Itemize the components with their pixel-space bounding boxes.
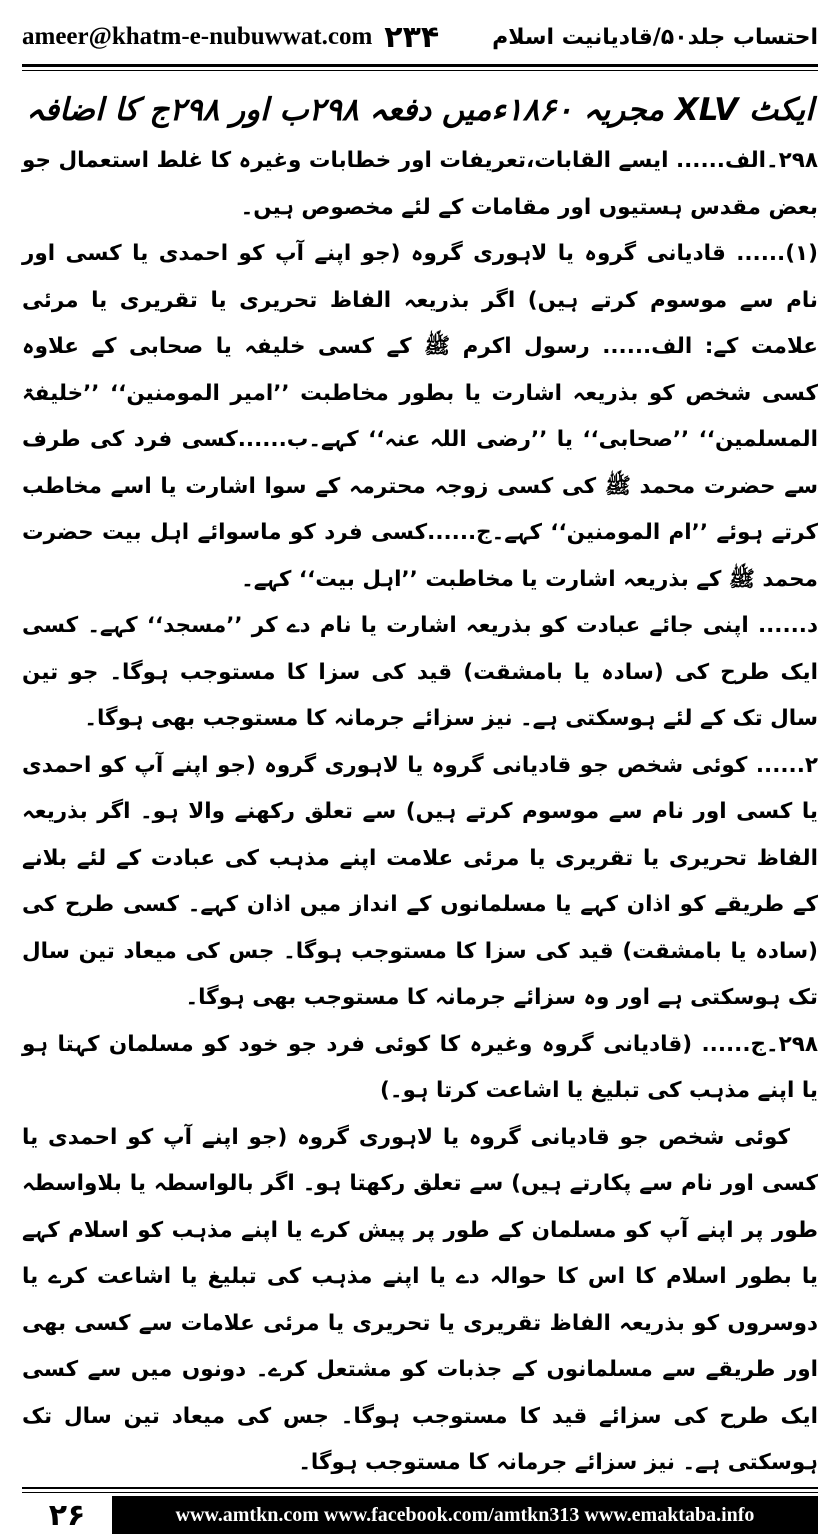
paragraph-298a: ۲۹۸۔الف...... ایسے القابات،تعریفات اور خطابات وغیرہ کا غلط استعمال جو بعض مقدس ہستیوں اور مقامات کے لئے مخصوص ہیں۔ bbox=[22, 148, 818, 220]
footer-rule bbox=[22, 1487, 818, 1489]
footer-page-number: ۲۶ bbox=[48, 1497, 86, 1533]
paragraph-clause-1: (۱)...... قادیانی گروہ یا لاہوری گروہ (جو اپنے آپ کو احمدی یا کسی اور نام سے موسوم کرتے ہیں) اگر بذریعہ الفاظ تحریری یا تقریری یا مرئی علامت کے: الف...... رسول اکرم ﷺ کے کسی خلیفہ یا صحابی کے علاوہ کسی شخص کو بذریعہ اشارت یا بطور مخاطبت ’’امیر المومنین‘‘ ’’خلیفۃ المسلمین‘‘ ’’صحابی‘‘ یا ’’رضی اللہ عنہ‘‘ کہے۔ب......کسی فرد کی طرف سے حضرت محمد ﷺ کی کسی زوجہ محترمہ کے سوا اشارت یا اسے مخاطب کرتے ہوئے ’’ام المومنین‘‘ کہے۔ج......کسی فرد کو ماسوائے اہل بیت حضرت محمد ﷺ کے بذریعہ اشارت یا مخاطبت ’’اہل بیت‘‘ کہے۔ bbox=[22, 241, 818, 592]
footer-rule-thin bbox=[22, 1492, 818, 1493]
page-footer bbox=[22, 1496, 818, 1534]
paragraph-clause-d: د...... اپنی جائے عبادت کو بذریعہ اشارت یا نام دے کر ’’مسجد‘‘ کہے۔ کسی ایک طرح کی (سادہ یا بامشقت) قید کی سزا کا مستوجب ہوگا۔ جو تین سال تک کے لئے ہوسکتی ہے۔ نیز سزائے جرمانہ کا مستوجب بھی ہوگا۔ bbox=[22, 613, 818, 731]
running-title: احتساب جلد۵۰/قادیانیت اسلام bbox=[492, 24, 818, 50]
page-header bbox=[22, 12, 818, 62]
paragraph-clause-2: ۲...... کوئی شخص جو قادیانی گروہ یا لاہوری گروہ (جو اپنے آپ کو احمدی یا کسی اور نام سے موسوم کرتے ہیں) سے تعلق رکھنے والا ہو۔ اگر بذریعہ الفاظ تحریری یا تقریری یا مرئی علامت اپنے مذہب کی عبادت کے لئے بلانے کے طریقے کو اذان کہے یا مسلمانوں کے انداز میں اذان کہے۔ کسی طرح کی (سادہ یا بامشقت) قید کی سزا کا مستوجب ہوگا۔ جس کی میعاد تین سال تک ہوسکتی ہے اور وہ سزائے جرمانہ کا مستوجب بھی ہوگا۔ bbox=[22, 752, 818, 1010]
paragraph-298c: ۲۹۸۔ج...... (قادیانی گروہ وغیرہ کا کوئی فرد جو خود کو مسلمان کہتا ہو یا اپنے مذہب کی تبلیغ یا اشاعت کرتا ہو۔) bbox=[22, 1031, 818, 1103]
header-page-number: ۲۳۴ bbox=[384, 19, 440, 55]
footer-links: www.amtkn.com www.facebook.com/amtkn313 www.emaktaba.info bbox=[112, 1496, 818, 1534]
header-left bbox=[22, 20, 439, 55]
header-email: ameer@khatm-e-nubuwwat.com bbox=[22, 23, 373, 50]
header-rule bbox=[22, 64, 818, 67]
paragraph-298c-body: کوئی شخص جو قادیانی گروہ یا لاہوری گروہ (جو اپنے آپ کو احمدی یا کسی اور نام سے پکارتے ہیں) سے تعلق رکھتا ہو۔ اگر بالواسطہ یا بلاواسطہ طور پر اپنے آپ کو مسلمان کے طور پر پیش کرے یا اپنے مذہب کو اسلام کہے یا بطور اسلام کا اس کا حوالہ دے یا اپنے مذہب کی تبلیغ یا اشاعت کرے یا دوسروں کو بذریعہ الفاظ تقریری یا تحریری یا مرئی علامات سے کسی بھی اور طریقے سے مسلمانوں کے جذبات کو مشتعل کرے۔ دونوں میں سے کسی ایک طرح کی سزائے قید کا مستوجب ہوگا۔ جس کی میعاد تین سال تک ہوسکتی ہے۔ نیز سزائے جرمانہ کا مستوجب ہوگا۔ bbox=[22, 1124, 818, 1475]
article-title: ایکٹ XLV مجریہ ۱۸۶۰ءمیں دفعہ ۲۹۸ب اور ۲۹۸ج کا اضافہ bbox=[26, 92, 814, 128]
article-body bbox=[22, 78, 818, 1487]
header-rule-thin bbox=[22, 70, 818, 71]
